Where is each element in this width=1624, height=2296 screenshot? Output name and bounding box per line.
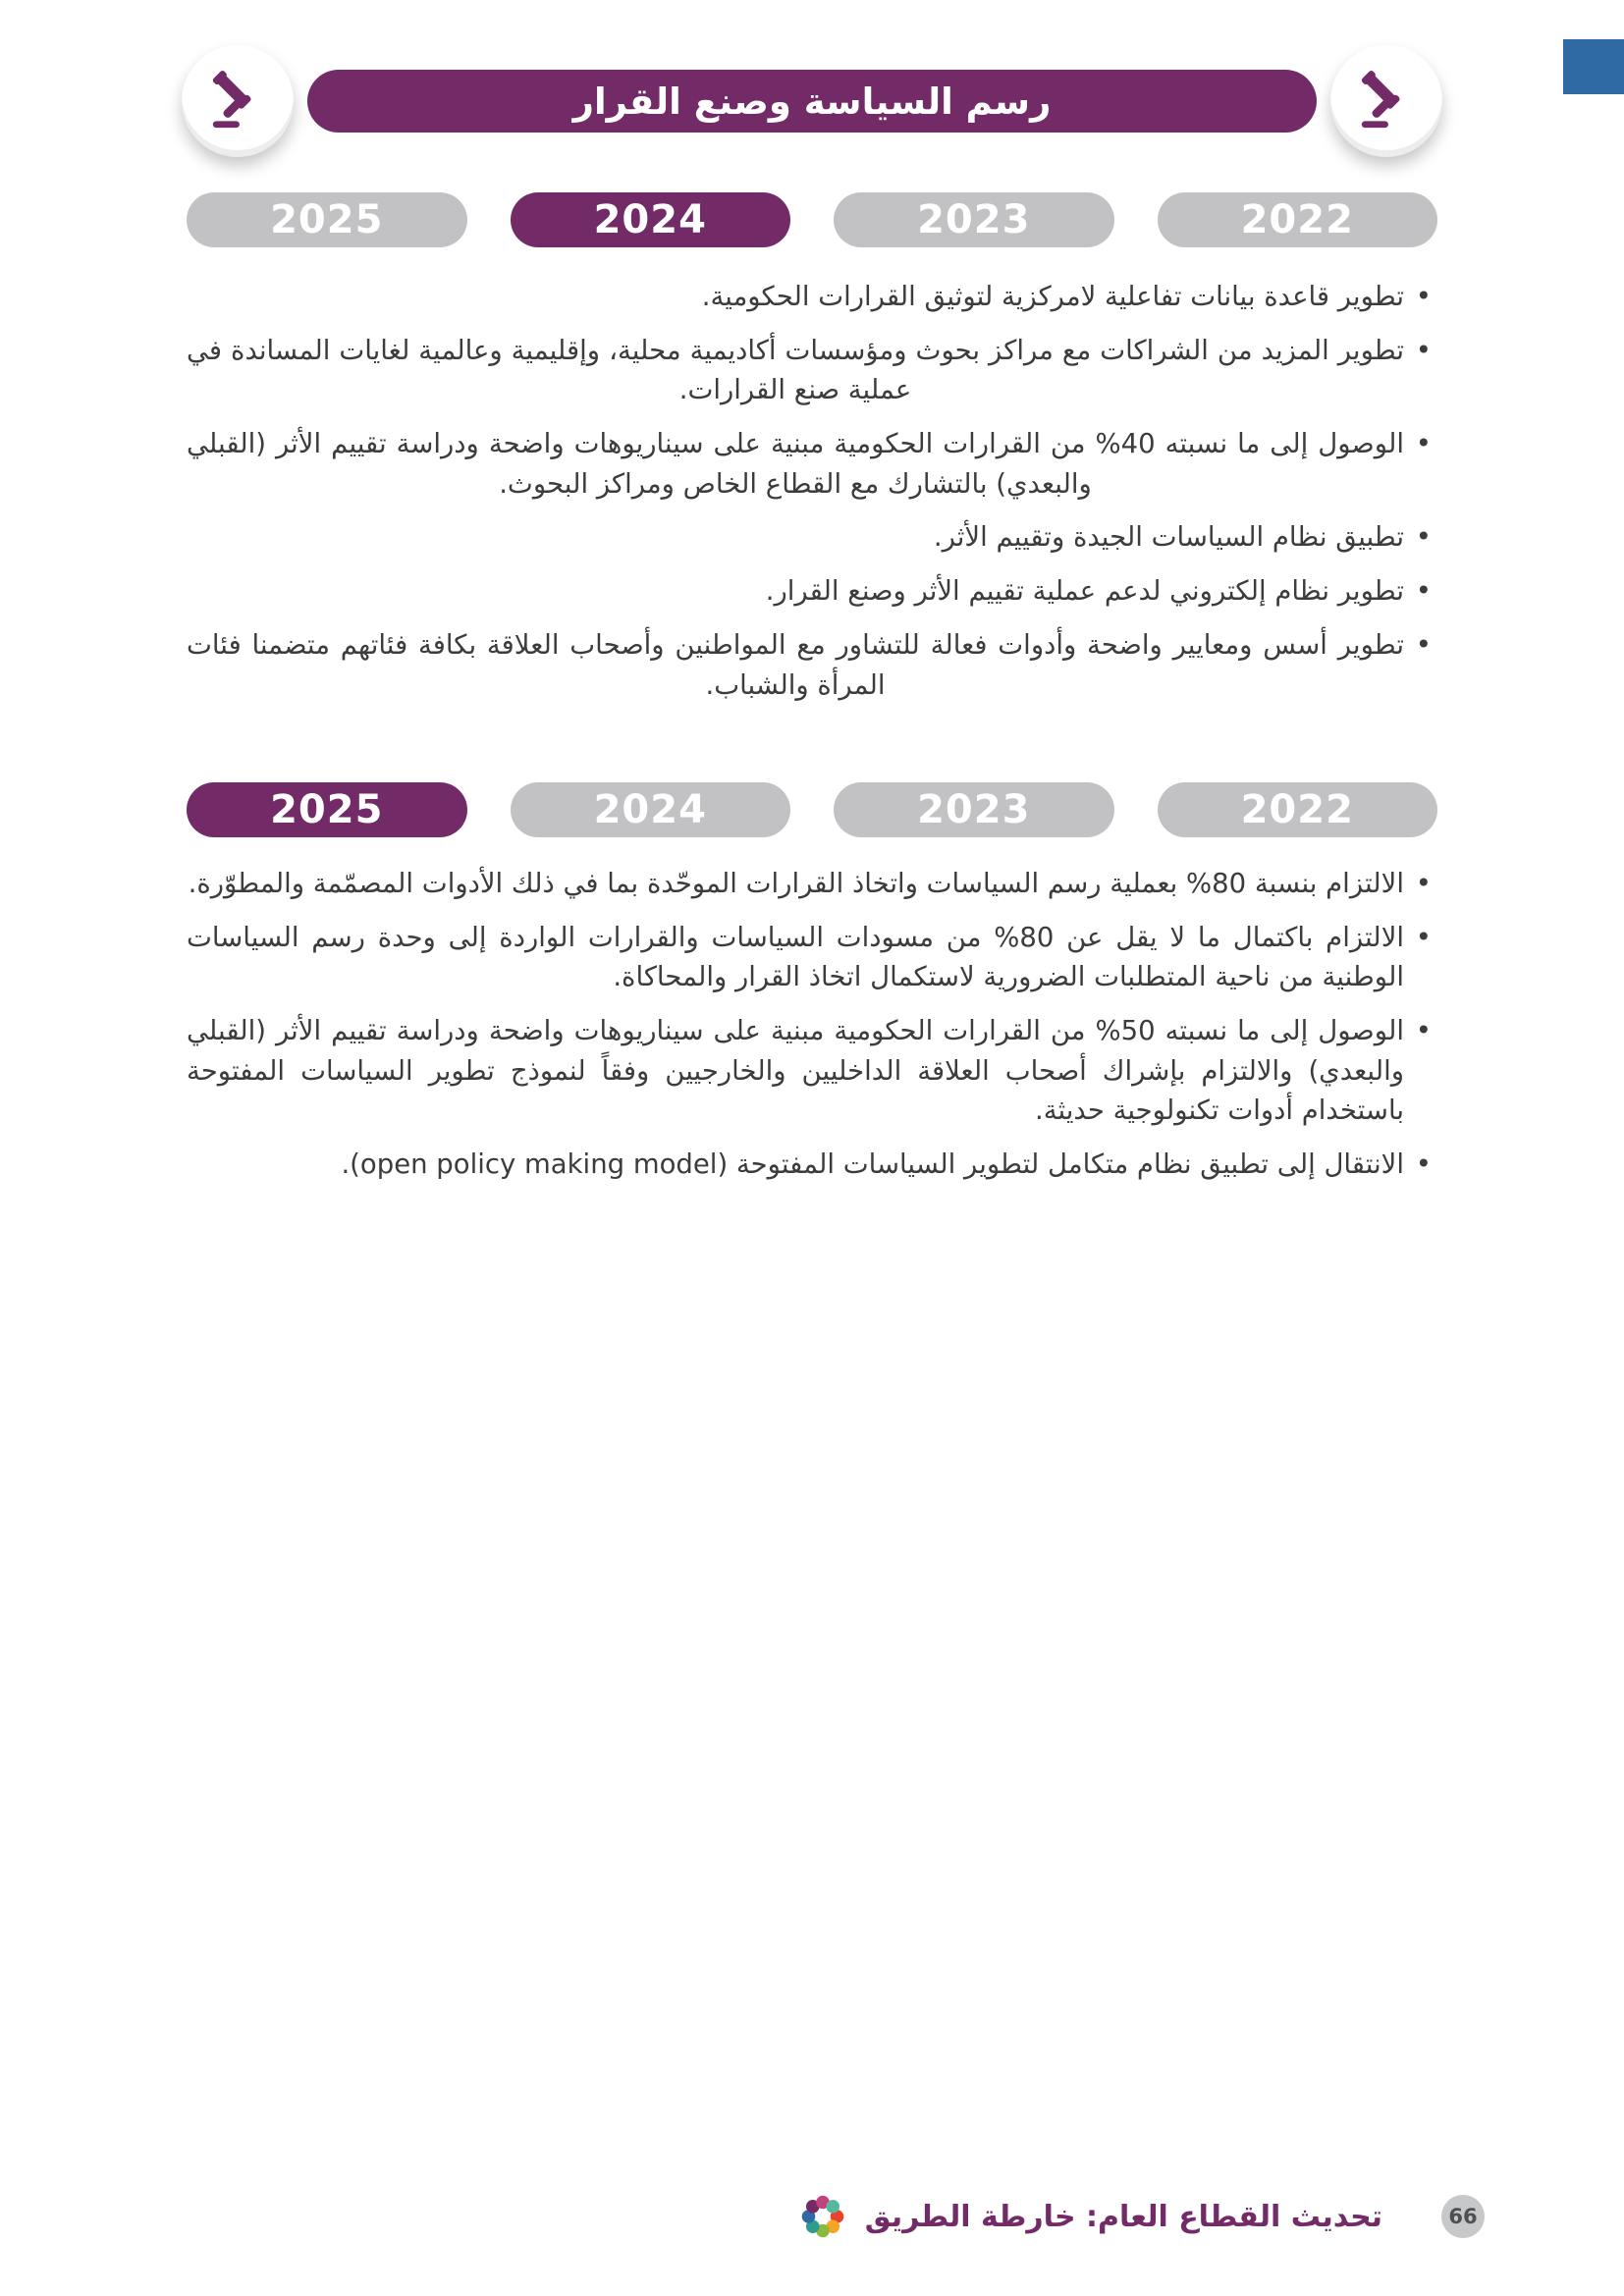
year-pill-2023: 2023 (834, 782, 1114, 837)
bullet-item: • الوصول إلى ما نسبته 50% من القرارات الحكومية مبنية على سيناريوهات واضحة ودراسة تقييم الأثر (القبلي والبعدي) والالتزام بإشراك أصحاب العلاقة الداخليين والخارجيين وفقاً لنموذج تطوير السياسات المفتوحة باستخدام أدوات تكنولوجية حديثة. (187, 1011, 1437, 1131)
timeline-row-2025 (187, 782, 1437, 837)
chapter-tab (1563, 39, 1624, 94)
bullet-item: • تطوير أسس ومعايير واضحة وأدوات فعالة للتشاور مع المواطنين وأصحاب العلاقة بكافة فئاتهم متضمنا فئات المرأة والشباب. (187, 625, 1437, 705)
year-pill-2024: 2024 (511, 782, 791, 837)
bullet-item: • تطوير نظام إلكتروني لدعم عملية تقييم الأثر وصنع القرار. (187, 571, 1437, 612)
milestones-2024 (187, 277, 1437, 719)
bullet-item: • تطبيق نظام السياسات الجيدة وتقييم الأثر. (187, 517, 1437, 558)
year-pill-2023: 2023 (834, 192, 1114, 247)
year-pill-2025: 2025 (187, 192, 467, 247)
bullet-item: • تطوير المزيد من الشراكات مع مراكز بحوث ومؤسسات أكاديمية محلية، وإقليمية وعالمية لغايات المساندة في عملية صنع القرارات. (187, 331, 1437, 410)
year-pill-2022: 2022 (1158, 192, 1438, 247)
bullet-item: • تطوير قاعدة بيانات تفاعلية لامركزية لتوثيق القرارات الحكومية. (187, 277, 1437, 317)
footer-title: تحديث القطاع العام: خارطة الطريق (864, 2199, 1382, 2234)
bullet-item: • الانتقال إلى تطبيق نظام متكامل لتطوير السياسات المفتوحة (open policy making model). (187, 1145, 1437, 1185)
gavel-badge-right (1330, 45, 1442, 157)
bullet-item: • الالتزام باكتمال ما لا يقل عن 80% من مسودات السياسات والقرارات الواردة إلى وحدة رسم السياسات الوطنية من ناحية المتطلبات الضرورية لاستكمال اتخاذ القرار والمحاكاة. (187, 918, 1437, 997)
page-header (182, 45, 1442, 157)
roadmap-logo-icon (794, 2188, 851, 2245)
page-number-badge: 66 (1441, 2195, 1485, 2238)
year-pill-2024-active: 2024 (511, 192, 791, 247)
year-pill-2022: 2022 (1158, 782, 1438, 837)
gavel-icon (207, 71, 268, 132)
page-title: رسم السياسة وصنع القرار (307, 70, 1317, 133)
timeline-row-2024 (187, 192, 1437, 247)
bullet-item: • الوصول إلى ما نسبته 40% من القرارات الحكومية مبنية على سيناريوهات واضحة ودراسة تقييم الأثر (القبلي والبعدي) بالتشارك مع القطاع الخاص ومراكز البحوث. (187, 424, 1437, 504)
gavel-icon (1356, 71, 1417, 132)
page-footer (794, 2188, 1485, 2245)
year-pill-2025-active: 2025 (187, 782, 467, 837)
milestones-2025 (187, 864, 1437, 1199)
bullet-item: • الالتزام بنسبة 80% بعملية رسم السياسات واتخاذ القرارات الموحّدة بما في ذلك الأدوات المصمّمة والمطوّرة. (187, 864, 1437, 904)
gavel-badge-left (182, 45, 294, 157)
